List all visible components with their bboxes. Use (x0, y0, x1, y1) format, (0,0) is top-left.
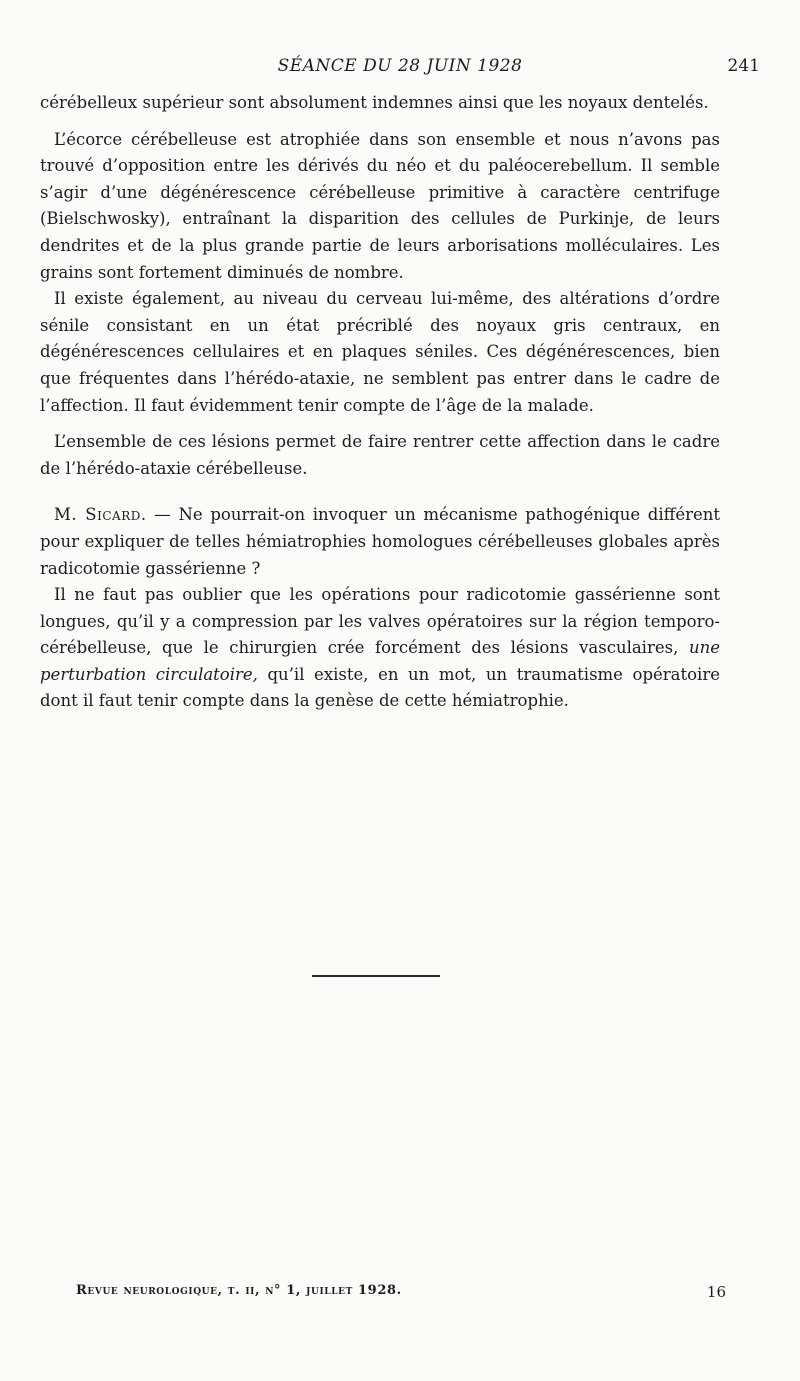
paragraph-4: L’ensemble de ces lésions permet de faire rentrer cette affection dans le cadre de l’hérédo-ataxie cérébelleuse. (40, 432, 720, 478)
speaker-name: M. Sicard. (54, 505, 147, 525)
page-header (40, 56, 760, 80)
speaker-text: — Ne pourrait-on invoquer un mécanisme pathogénique différent pour expliquer de telles hémiatrophies homologues cérébelleuses globales après radicotomie gassérienne ? (40, 505, 720, 578)
body-text (40, 90, 720, 715)
paragraph-2: L’écorce cérébelleuse est atrophiée dans son ensemble et nous n’avons pas trouvé d’opposition entre les dérivés du néo et du paléocerebellum. Il semble s’agir d’une dégénérescence cérébelleuse primitive à caractère centrifuge (Bielschwosky), entraînant la disparition des cellules de Purkinje, de leurs dendrites et de la plus grande partie de leurs arborisations molléculaires. Les grains sont fortement diminués de nombre. (40, 129, 720, 282)
journal-citation: Revue neurologique, t. ii, n° 1, juillet 1928. (76, 1283, 402, 1298)
signature-mark: 16 (706, 1283, 726, 1301)
paragraph-1: cérébelleux supérieur sont absolument indemnes ainsi que les noyaux dentelés. (40, 93, 709, 112)
running-head: SÉANCE DU 28 JUIN 1928 (277, 56, 523, 76)
paragraph-6-text-a: Il ne faut pas oublier que les opérations pour radicotomie gassérienne sont longues, qu’il y a compression par les valves opératoires sur la région temporo-cérébelleuse, que le chirurgien crée forcément des lésions vasculaires, (40, 585, 720, 658)
section-divider (312, 975, 440, 977)
page-footer (76, 1283, 726, 1307)
page-number: 241 (727, 56, 760, 76)
paragraph-6-text-b: qu’il existe, en un mot, un traumatisme opératoire dont il faut tenir compte dans la genèse de cette hémiatrophie. (40, 664, 720, 711)
paragraph-5 (40, 502, 720, 582)
paragraph-6-italic: une perturbation circulatoire, (40, 638, 720, 684)
paragraph-3: Il existe également, au niveau du cerveau lui-même, des altérations d’ordre sénile consistant en un état précriblé des noyaux gris centraux, en dégénérescences cellulaires et en plaques séniles. Ces dégénérescences, bien que fréquentes dans l’hérédo-ataxie, ne semblent pas entrer dans le cadre de l’affection. Il faut évidemment tenir compte de l’âge de la malade. (40, 289, 720, 415)
paragraph-6 (40, 582, 720, 715)
